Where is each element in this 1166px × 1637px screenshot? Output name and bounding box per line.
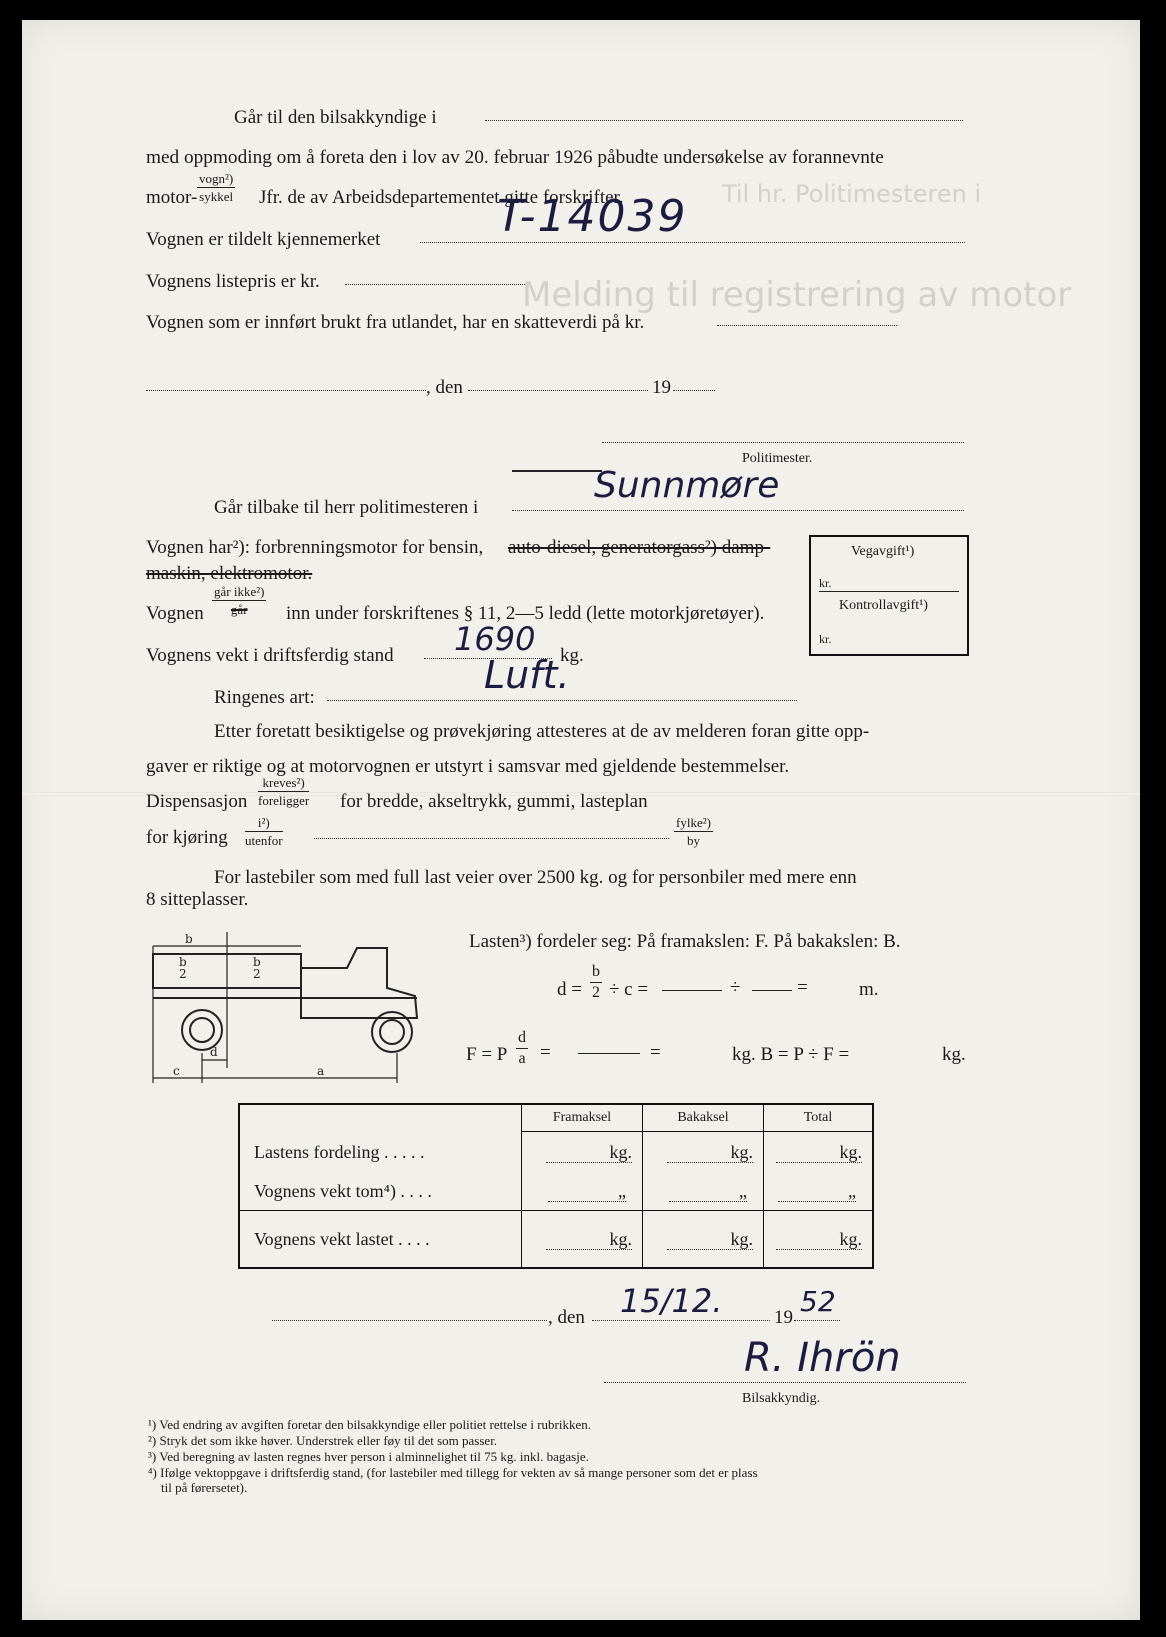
destination-field[interactable] [485, 120, 963, 121]
truck-diagram [147, 928, 437, 1088]
table-header-bakaksel: Bakaksel [643, 1104, 764, 1131]
disp-frac-den: foreligger [258, 793, 310, 808]
diag-label-b: b [185, 932, 193, 946]
gar-suffix: inn under forskriftenes § 11, 2—5 ledd (lette motorkjøretøyer). [286, 603, 765, 624]
table-row [239, 1131, 873, 1173]
diag-label-b2-num-right: b [253, 955, 261, 969]
disp-label: Dispensasjon [146, 791, 248, 812]
kjoring-label: for kjøring [146, 827, 228, 848]
den-label: , den [426, 377, 463, 398]
gar-frac-num: går ikke²) [214, 584, 265, 599]
ringer-value: Luft. [484, 653, 570, 697]
d-num: d [516, 1030, 528, 1049]
cell-total-2[interactable] [764, 1174, 874, 1211]
table-row [239, 1211, 873, 1268]
year-field[interactable] [673, 390, 715, 391]
attest-line-2: gaver er riktige og at motorvognen er utstyrt i samsvar med gjeldende bestemmelser. [146, 756, 790, 777]
footnote-2: ²) Stryk det som ikke høver. Understrek eller føy til det som passer. [148, 1433, 498, 1448]
footnote-5: til på førersetet). [148, 1480, 248, 1495]
ringer-field[interactable] [327, 700, 797, 701]
fee-box [809, 535, 969, 656]
kjoring-frac-den: utenfor [245, 833, 283, 848]
vegavgift-kr: kr. [819, 576, 832, 590]
F-eq3: = [650, 1042, 661, 1063]
diag-label-d: d [210, 1045, 218, 1059]
sign-date-field[interactable] [592, 1320, 770, 1321]
unit: kg. [776, 1229, 863, 1250]
politimester-sign-field[interactable] [602, 442, 964, 443]
motor-struck-1: auto-diesel, generatorgass²) damp- [508, 537, 771, 558]
kontrollavgift-label: Kontrollavgift¹) [839, 598, 928, 613]
politimester-label: Politimester. [742, 451, 813, 466]
gar-fraction [212, 585, 266, 616]
place-field[interactable] [146, 390, 426, 391]
table-header-total: Total [764, 1104, 874, 1131]
signature-value: R. Ihrön [744, 1335, 901, 1381]
B-text: kg. B = P ÷ F = [732, 1044, 850, 1065]
fylke-fraction [674, 816, 713, 847]
F-blank [578, 1053, 640, 1054]
kjennemerke-label: Vognen er tildelt kjennemerket [146, 229, 381, 250]
lasten-text: Lasten³) fordeler seg: På framakslen: F. På bakakslen: B. [469, 931, 901, 952]
rear-wheel [182, 1010, 222, 1050]
kjoring-field[interactable] [314, 838, 669, 839]
divider [512, 470, 602, 472]
diag-label-b2-num-left: b [179, 955, 187, 969]
date-field[interactable] [468, 390, 648, 391]
fee-box-divider [819, 591, 959, 592]
sign-place-field[interactable] [272, 1320, 547, 1321]
cell-bakaksel-1[interactable] [643, 1131, 764, 1173]
kontrollavgift-kr: kr. [819, 632, 832, 646]
row-label-lastens: Lastens fordeling . . . . . [239, 1131, 522, 1173]
rear-wheel-hub [190, 1018, 214, 1042]
form-page [22, 20, 1140, 1620]
row-label-tom: Vognens vekt tom⁴) . . . . [239, 1174, 522, 1211]
sign-year-field[interactable] [794, 1320, 840, 1321]
d-over-a [516, 1030, 528, 1067]
motor-fraction [197, 172, 235, 203]
laste-line-1: For lastebiler som med full last veier over 2500 kg. og for personbiler med mere enn [214, 867, 857, 888]
motor-suffix: Jfr. de av Arbeidsdepartementet gitte forskrifter. [259, 187, 624, 208]
kg-end: kg. [942, 1044, 966, 1065]
disp-frac-num: kreves²) [258, 776, 309, 792]
table-header-blank [239, 1104, 522, 1131]
two-den: 2 [592, 984, 600, 1001]
d-rest: ÷ c = [609, 979, 649, 1000]
a-den: a [518, 1050, 526, 1067]
unit: kg. [546, 1229, 633, 1250]
unit: kg. [776, 1142, 863, 1163]
utlandet-field[interactable] [717, 325, 897, 326]
cell-framaksel-3[interactable] [522, 1211, 643, 1268]
diag-label-b2-den-left: 2 [179, 967, 187, 981]
kjennemerke-field[interactable] [420, 242, 965, 243]
motor-struck-2: maskin, elektromotor. [146, 563, 313, 584]
motor-frac-den: sykkel [199, 189, 234, 204]
bilsakkyndig-label: Bilsakkyndig. [742, 1391, 821, 1406]
gar-prefix: Vognen [146, 603, 204, 624]
return-place-field[interactable] [512, 510, 964, 511]
vekt-label: Vognens vekt i driftsferdig stand [146, 645, 394, 666]
load-table [238, 1103, 874, 1269]
eq-sign: = [797, 977, 808, 998]
d-eq: d = [557, 979, 582, 1000]
cell-total-3[interactable] [764, 1211, 874, 1268]
gar-frac-den: går [230, 602, 248, 617]
sign-year-prefix: 19 [774, 1307, 793, 1328]
unit: kg. [546, 1142, 633, 1163]
cell-bakaksel-3[interactable] [643, 1211, 764, 1268]
row-label-lastet: Vognens vekt lastet . . . . [239, 1211, 522, 1268]
d-blank-2 [752, 990, 792, 991]
footnote-1: ¹) Ved endring av avgiften foretar den bilsakkyndige eller politiet rettelse i rubrikken. [148, 1417, 591, 1432]
d-blank-1 [662, 990, 722, 991]
unit: „ [778, 1181, 856, 1202]
table-header-row [239, 1104, 873, 1131]
return-label: Går tilbake til herr politimesteren i [214, 497, 479, 518]
disp-fraction [258, 776, 309, 807]
kjoring-fraction [245, 816, 283, 847]
fylke-frac-num: fylke²) [676, 815, 711, 830]
attest-line-1: Etter foretatt besiktigelse og prøvekjøring attesteres at de av melderen foran gitte opp- [214, 721, 870, 742]
unit: „ [669, 1181, 747, 1202]
signature-field[interactable] [604, 1382, 966, 1383]
motor-frac-num: vogn²) [199, 171, 234, 186]
laste-line-2: 8 sitteplasser. [146, 889, 249, 910]
m-unit: m. [859, 979, 879, 1000]
sign-den-label: , den [548, 1307, 585, 1328]
truck-cab [301, 948, 417, 1018]
vegavgift-label: Vegavgift¹) [851, 544, 915, 559]
footnote-4: ⁴) Ifølge vektoppgave i driftsferdig stand, (for lastebiler med tillegg for vekten av så mange personer som det er plass [148, 1465, 758, 1480]
bleed-heading: Melding til registrering av motor [522, 275, 1072, 315]
fylke-frac-den: by [686, 833, 700, 848]
vekt-unit: kg. [560, 645, 584, 666]
bleed-sub: Til hr. Politimesteren i [722, 180, 982, 208]
cell-bakaksel-2[interactable] [643, 1174, 764, 1211]
b-num: b [590, 964, 602, 983]
motor-intro: Vognen har²): forbrenningsmotor for bensin, [146, 537, 484, 558]
unit: kg. [667, 1229, 754, 1250]
cell-total-1[interactable] [764, 1131, 874, 1173]
cell-framaksel-1[interactable] [522, 1131, 643, 1173]
sign-year-value: 52 [800, 1285, 836, 1318]
diag-label-c: c [173, 1064, 180, 1078]
div-sign: ÷ [730, 977, 741, 998]
listepris-field[interactable] [345, 284, 525, 285]
front-wheel-hub [380, 1020, 404, 1044]
disp-suffix: for bredde, akseltrykk, gummi, lasteplan [340, 791, 648, 812]
unit: „ [548, 1181, 626, 1202]
diag-label-b2-den-right: 2 [253, 967, 261, 981]
cell-framaksel-2[interactable] [522, 1174, 643, 1211]
F-eq: F = P [466, 1044, 508, 1065]
diag-label-a: a [317, 1064, 325, 1078]
kjoring-frac-num: i²) [245, 816, 283, 832]
request-text: med oppmoding om å foreta den i lov av 20. februar 1926 påbudte undersøkelse av forannevnte [146, 147, 884, 168]
motor-prefix: motor- [146, 187, 198, 208]
unit: kg. [667, 1142, 754, 1163]
listepris-label: Vognens listepris er kr. [146, 271, 320, 292]
return-place-value: Sunnmøre [594, 465, 780, 506]
table-row [239, 1174, 873, 1211]
sign-date-value: 15/12. [620, 1282, 723, 1320]
kjennemerke-value: T-14039 [497, 191, 688, 242]
table-header-framaksel: Framaksel [522, 1104, 643, 1131]
vekt-value: 1690 [454, 620, 536, 658]
F-eq2: = [540, 1042, 551, 1063]
utlandet-label: Vognen som er innført brukt fra utlandet, har en skatteverdi på kr. [146, 312, 645, 333]
destination-label: Går til den bilsakkyndige i [234, 107, 437, 128]
ringer-label: Ringenes art: [214, 687, 315, 708]
year-prefix: 19 [652, 377, 671, 398]
footnote-3: ³) Ved beregning av lasten regnes hver person i alminnelighet til 75 kg. inkl. bagasje. [148, 1449, 589, 1464]
b-over-2 [590, 964, 602, 1001]
